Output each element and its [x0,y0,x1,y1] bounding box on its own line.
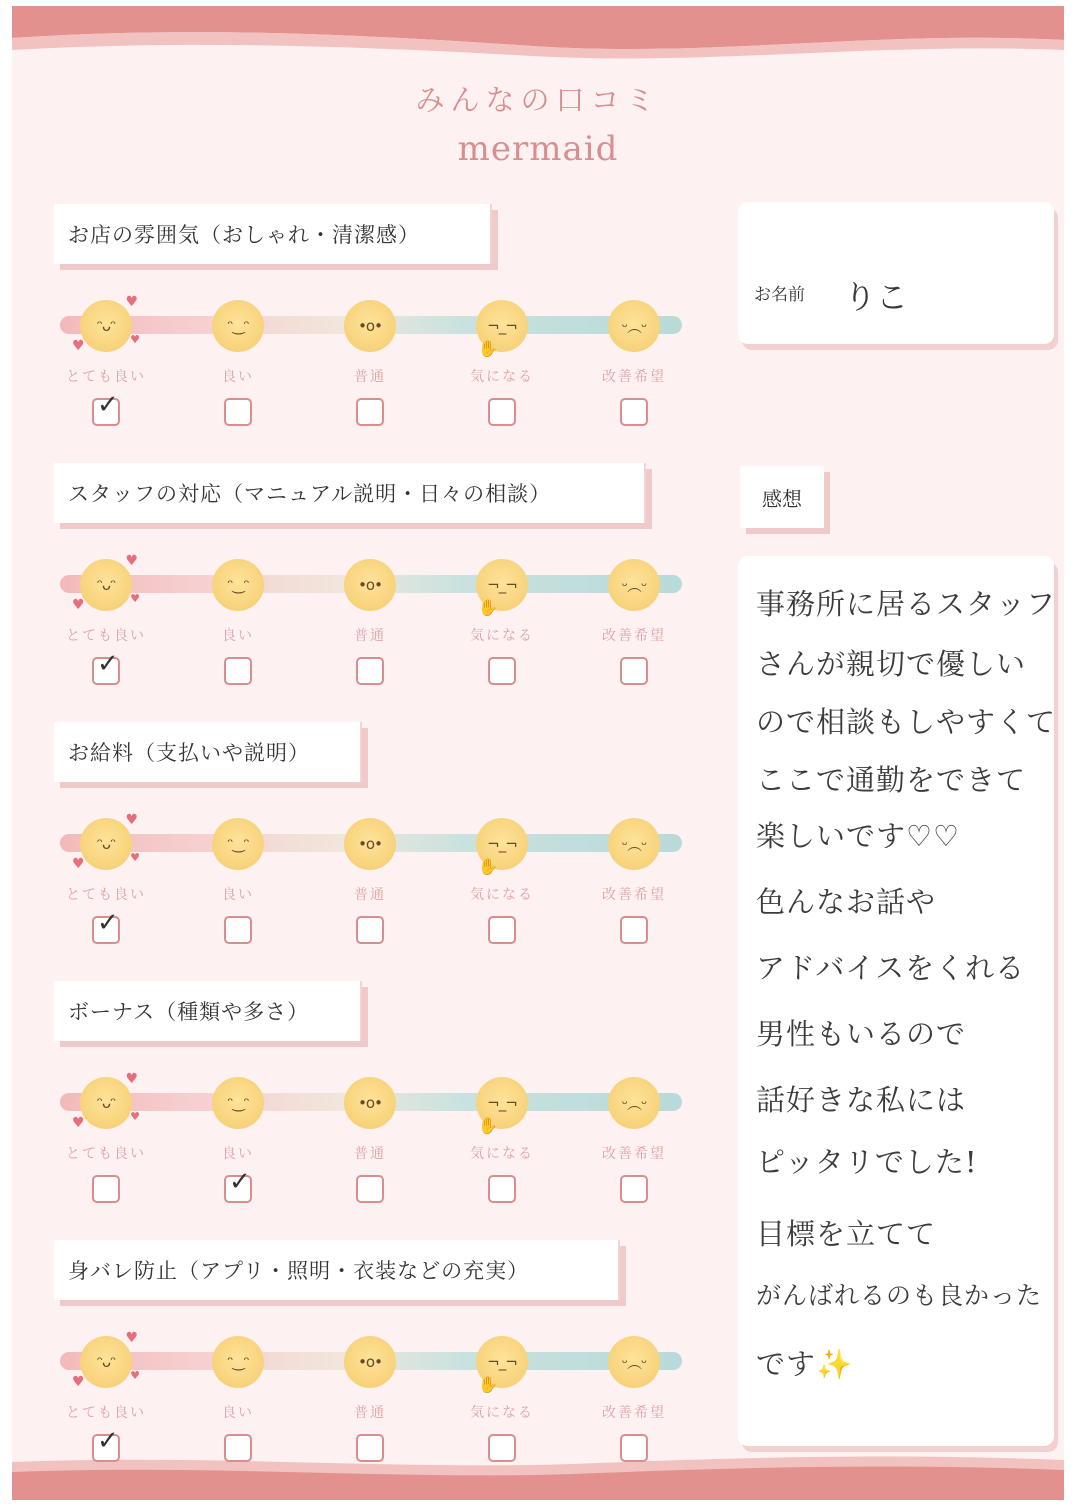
rating-checkbox[interactable] [92,390,120,426]
rating-scale [56,553,696,703]
neutral-face-icon: •o• [344,1077,396,1129]
neutral-face-icon: •o• [344,818,396,870]
rating-option [56,1071,156,1203]
question-label: 身バレ防止（アプリ・照明・衣装などの充実） [68,1259,530,1283]
rating-option [584,1071,684,1203]
rating-checkbox[interactable] [92,908,120,944]
rating-checkbox[interactable] [356,657,384,685]
rating-option-label: とても良い [66,1146,146,1162]
rating-option-label: とても良い [66,887,146,903]
impression-line: 男性もいるので [756,1017,967,1051]
impression-line: ので相談もしやすくて [756,705,1057,739]
question-label: スタッフの対応（マニュアル説明・日々の相談） [68,482,552,506]
rating-option [452,1330,552,1462]
rating-option-label: 普通 [354,1405,386,1421]
rating-option-label: 改善希望 [602,1146,666,1162]
impression-line: アドバイスをくれる [756,951,1026,985]
impression-box[interactable] [738,556,1057,1446]
very-good-face-icon: ᵔᴗᵔ ♥ ♥ ♥ [72,812,140,872]
thinking-face-icon: ¬_¬ ✋ [476,1077,528,1129]
impression-line: 楽しいです♡♡ [756,819,960,853]
rating-option [320,812,420,944]
rating-checkbox[interactable] [356,916,384,944]
rating-option-label: 改善希望 [602,1405,666,1421]
impression-line: 話好きな私には [756,1083,967,1117]
name-label: お名前 [754,285,805,305]
rating-checkbox[interactable] [620,1175,648,1203]
check-mark-icon: ✓ [97,390,119,420]
good-face-icon: ᵔ‿ᵔ [212,1077,264,1129]
name-box [738,202,1054,344]
rating-checkbox[interactable] [620,916,648,944]
page-title-jp: みんなの口コミ [415,83,661,117]
rating-option-label: とても良い [66,369,146,385]
rating-checkbox[interactable] [488,1175,516,1203]
rating-option [188,1071,288,1203]
survey-sheet [12,6,1064,1500]
rating-scale [56,1330,696,1480]
rating-option [188,294,288,426]
rating-option [188,553,288,685]
rating-checkbox[interactable] [224,916,252,944]
rating-checkbox[interactable] [224,657,252,685]
top-wave-band [12,6,1064,66]
rating-option-label: 良い [222,369,254,385]
rating-option [56,553,156,685]
rating-checkbox[interactable] [356,398,384,426]
rating-checkbox[interactable] [488,657,516,685]
rating-checkbox[interactable] [356,1175,384,1203]
rating-option [452,294,552,426]
impression-line: 色んなお話や [756,885,937,919]
rating-option [320,1071,420,1203]
impression-line: ここで通勤をできて [756,763,1027,797]
rating-option [56,812,156,944]
impression-heading [740,466,824,528]
question-label: お給料（支払いや説明） [68,741,310,765]
question-salary [54,722,362,782]
rating-scale [56,1071,696,1221]
very-good-face-icon: ᵔᴗᵔ ♥ ♥ ♥ [72,1330,140,1390]
rating-checkbox[interactable] [620,657,648,685]
impression-line: がんばれるのも良かった [756,1281,1043,1310]
rating-option-label: 気になる [470,1146,534,1162]
check-mark-icon: ✓ [97,1426,119,1456]
rating-option-label: 気になる [470,1405,534,1421]
worried-face-icon: ᵕ︵ᵕ [608,1077,660,1129]
worried-face-icon: ᵕ︵ᵕ [608,818,660,870]
rating-scale [56,812,696,962]
thinking-face-icon: ¬_¬ ✋ [476,818,528,870]
neutral-face-icon: •o• [344,300,396,352]
rating-option-label: 気になる [470,628,534,644]
rating-option [320,294,420,426]
rating-option-label: 良い [222,628,254,644]
neutral-face-icon: •o• [344,559,396,611]
good-face-icon: ᵔ‿ᵔ [212,559,264,611]
worried-face-icon: ᵕ︵ᵕ [608,300,660,352]
question-privacy [54,1240,620,1300]
rating-checkbox[interactable] [224,1167,252,1203]
thinking-face-icon: ¬_¬ ✋ [476,559,528,611]
rating-checkbox[interactable] [356,1434,384,1462]
impression-line: ピッタリでした! [756,1145,978,1179]
neutral-face-icon: •o• [344,1336,396,1388]
rating-option-label: 普通 [354,1146,386,1162]
question-label: お店の雰囲気（おしゃれ・清潔感） [68,223,420,247]
thinking-face-icon: ¬_¬ ✋ [476,1336,528,1388]
good-face-icon: ᵔ‿ᵔ [212,1336,264,1388]
rating-option-label: 普通 [354,369,386,385]
rating-option [452,1071,552,1203]
question-bonus [54,981,362,1041]
rating-option-label: とても良い [66,628,146,644]
rating-scale [56,294,696,444]
check-mark-icon: ✓ [229,1167,251,1197]
rating-checkbox[interactable] [488,398,516,426]
check-mark-icon: ✓ [97,908,119,938]
rating-option [584,1330,684,1462]
rating-option-label: 良い [222,1405,254,1421]
rating-option [584,812,684,944]
rating-option-label: 改善希望 [602,369,666,385]
rating-option-label: 普通 [354,887,386,903]
impression-line: さんが親切で優しい [756,647,1027,681]
rating-checkbox[interactable] [92,1426,120,1462]
rating-option-label: 良い [222,887,254,903]
impression-line: 事務所に居るスタッフ [756,587,1057,621]
thinking-face-icon: ¬_¬ ✋ [476,300,528,352]
very-good-face-icon: ᵔᴗᵔ ♥ ♥ ♥ [72,553,140,613]
rating-checkbox[interactable] [224,1434,252,1462]
rating-checkbox[interactable] [620,1434,648,1462]
question-staff [54,463,646,523]
rating-option [320,1330,420,1462]
impression-line: です✨ [756,1347,854,1381]
rating-option [188,1330,288,1462]
rating-option [56,294,156,426]
rating-option-label: 改善希望 [602,887,666,903]
rating-checkbox[interactable] [92,1175,120,1203]
brand-name: mermaid [457,129,619,169]
rating-checkbox[interactable] [620,398,648,426]
rating-option-label: 普通 [354,628,386,644]
rating-checkbox[interactable] [488,916,516,944]
rating-option-label: 良い [222,1146,254,1162]
good-face-icon: ᵔ‿ᵔ [212,818,264,870]
rating-checkbox[interactable] [92,649,120,685]
very-good-face-icon: ᵔᴗᵔ ♥ ♥ ♥ [72,1071,140,1131]
rating-option [56,1330,156,1462]
rating-option [452,553,552,685]
rating-option [452,812,552,944]
rating-option-label: 気になる [470,369,534,385]
rating-checkbox[interactable] [224,398,252,426]
rating-option [584,294,684,426]
good-face-icon: ᵔ‿ᵔ [212,300,264,352]
check-mark-icon: ✓ [97,649,119,679]
page-header [12,78,1064,169]
rating-option [584,553,684,685]
impression-line: 目標を立てて [756,1217,937,1251]
very-good-face-icon: ᵔᴗᵔ ♥ ♥ ♥ [72,294,140,354]
rating-option-label: 気になる [470,887,534,903]
question-atmosphere [54,204,492,264]
name-value[interactable]: りこ [844,278,909,316]
worried-face-icon: ᵕ︵ᵕ [608,1336,660,1388]
rating-option [188,812,288,944]
rating-checkbox[interactable] [488,1434,516,1462]
rating-option-label: 改善希望 [602,628,666,644]
impression-label: 感想 [762,486,802,511]
question-label: ボーナス（種類や多さ） [68,1000,310,1024]
rating-option [320,553,420,685]
rating-option-label: とても良い [66,1405,146,1421]
worried-face-icon: ᵕ︵ᵕ [608,559,660,611]
